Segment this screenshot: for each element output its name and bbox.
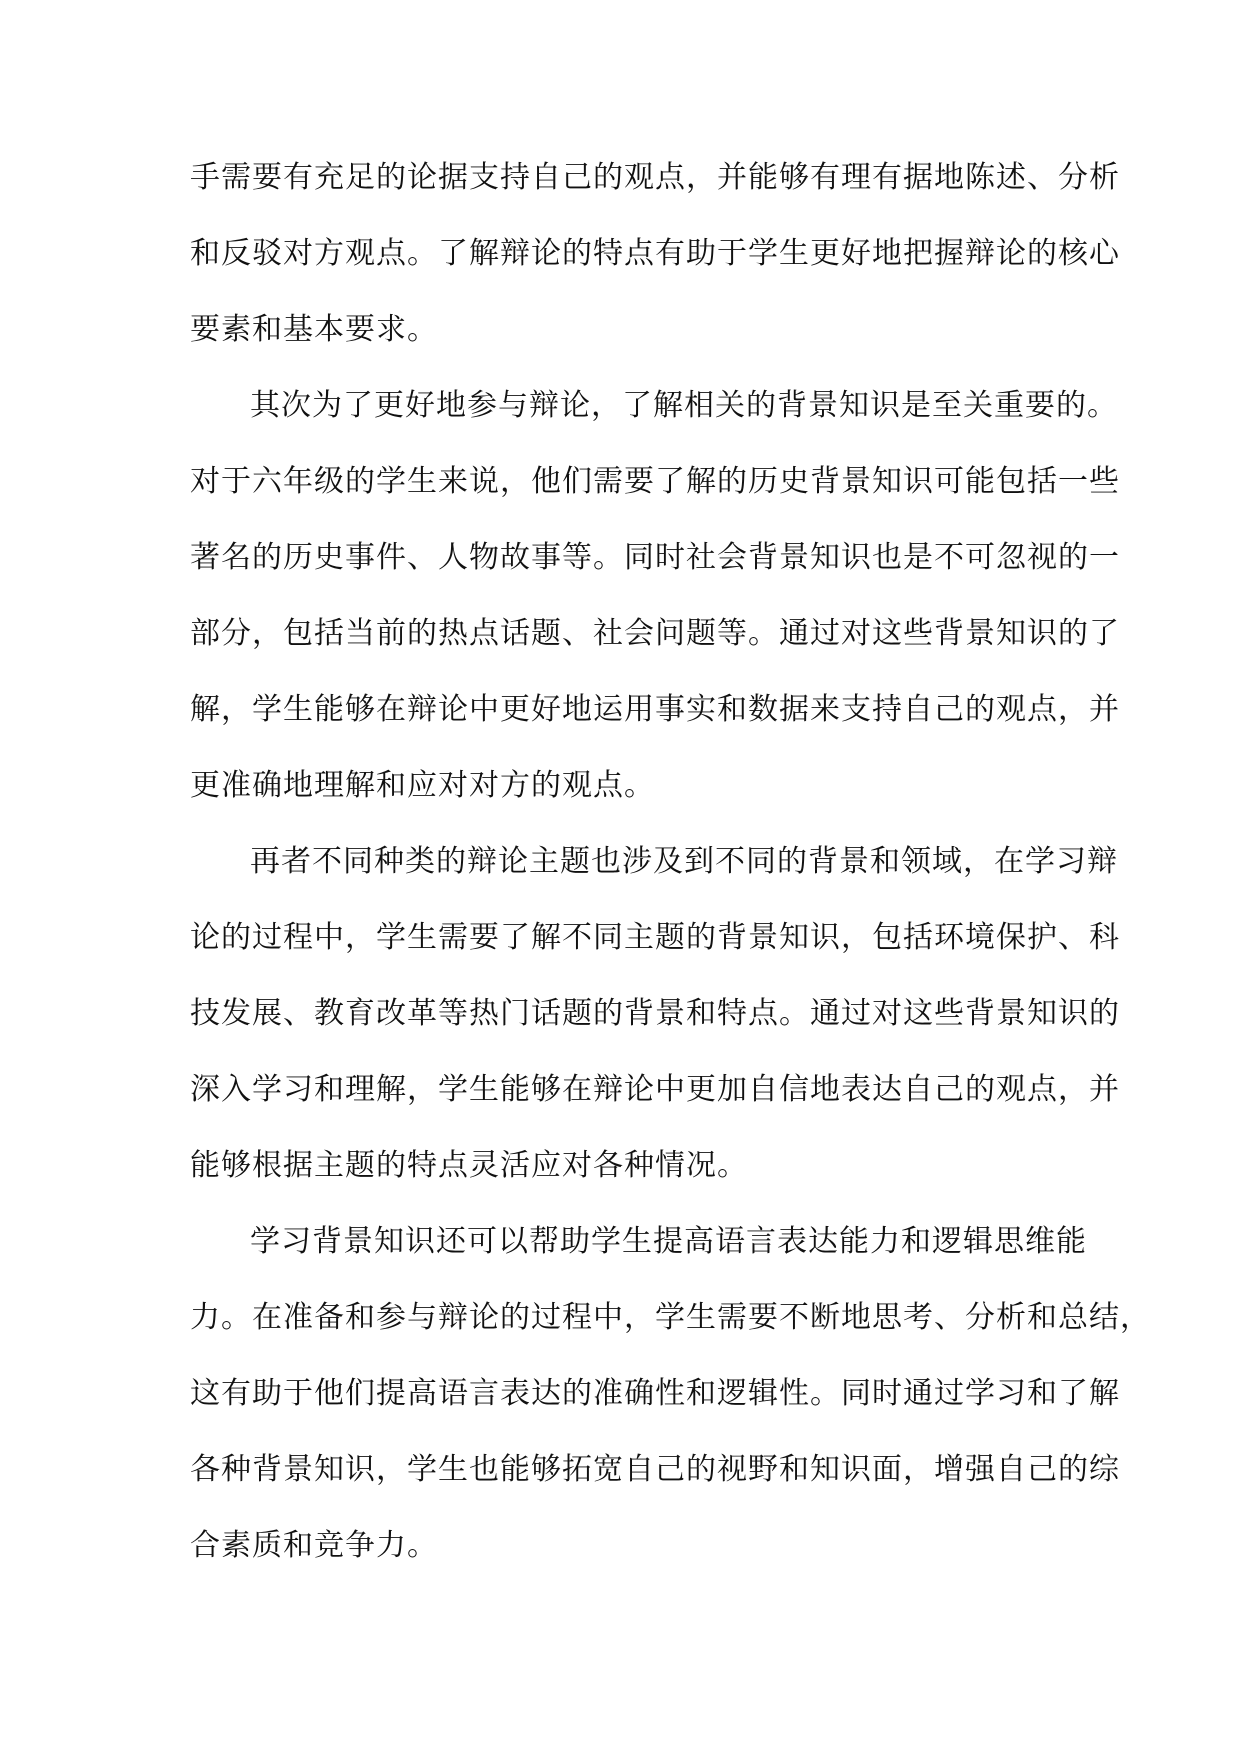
text-line: 力。在准备和参与辩论的过程中，学生需要不断地思考、分析和总结，: [190, 1300, 1151, 1335]
text-line: 解，学生能够在辩论中更好地运用事实和数据来支持自己的观点，并: [190, 692, 1120, 727]
paragraph-first-line: 再者不同种类的辩论主题也涉及到不同的背景和领域，在学习辩: [250, 844, 1118, 879]
text-line: 各种背景知识，学生也能够拓宽自己的视野和知识面，增强自己的综: [190, 1452, 1120, 1487]
text-line: 深入学习和理解，学生能够在辩论中更加自信地表达自己的观点，并: [190, 1072, 1120, 1107]
paragraph-first-line: 学习背景知识还可以帮助学生提高语言表达能力和逻辑思维能: [250, 1224, 1087, 1259]
text-line: 合素质和竞争力。: [190, 1528, 438, 1563]
text-line: 部分，包括当前的热点话题、社会问题等。通过对这些背景知识的了: [190, 616, 1120, 651]
text-line: 手需要有充足的论据支持自己的观点，并能够有理有据地陈述、分析: [190, 160, 1120, 195]
body-text: [190, 140, 1151, 1584]
text-line: 要素和基本要求。: [190, 312, 438, 347]
text-line: 著名的历史事件、人物故事等。同时社会背景知识也是不可忽视的一: [190, 540, 1120, 575]
paragraph-first-line: 其次为了更好地参与辩论，了解相关的背景知识是至关重要的。: [250, 388, 1118, 423]
text-line: 对于六年级的学生来说，他们需要了解的历史背景知识可能包括一些: [190, 464, 1120, 499]
text-line: 这有助于他们提高语言表达的准确性和逻辑性。同时通过学习和了解: [190, 1376, 1120, 1411]
text-line: 更准确地理解和应对对方的观点。: [190, 768, 655, 803]
text-line: 论的过程中，学生需要了解不同主题的背景知识，包括环境保护、科: [190, 920, 1120, 955]
text-line: 和反驳对方观点。了解辩论的特点有助于学生更好地把握辩论的核心: [190, 236, 1120, 271]
text-line: 技发展、教育改革等热门话题的背景和特点。通过对这些背景知识的: [190, 996, 1120, 1031]
text-line: 能够根据主题的特点灵活应对各种情况。: [190, 1148, 748, 1183]
